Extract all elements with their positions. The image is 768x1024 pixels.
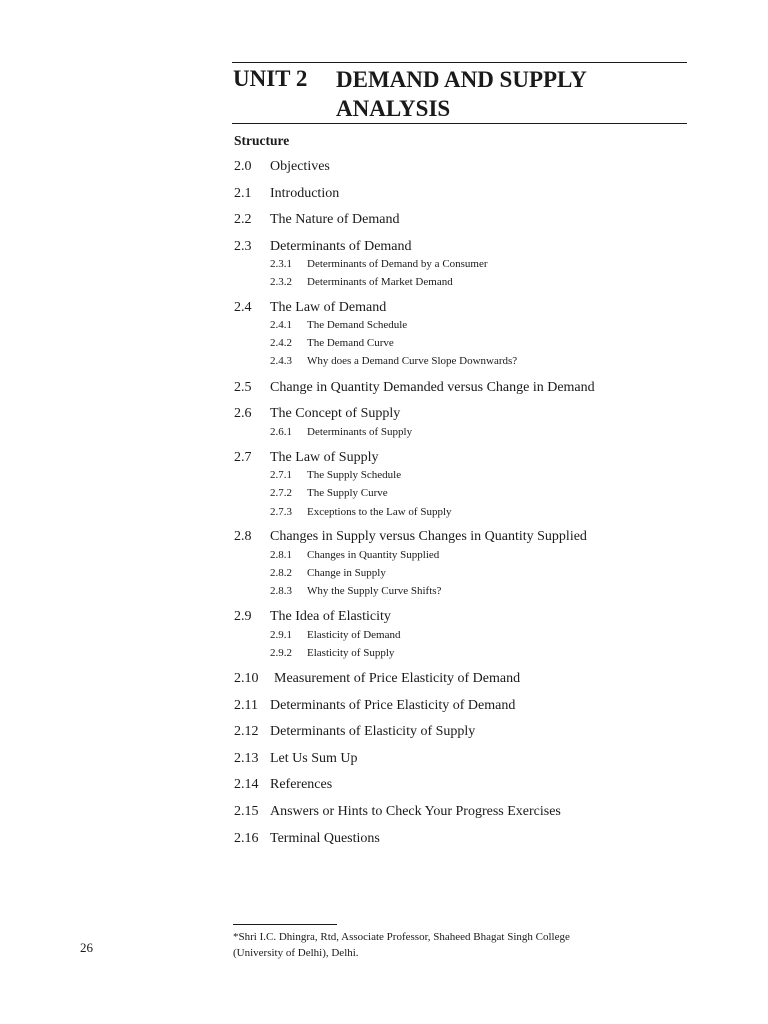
toc-subitem-number: 2.7.1 [270, 469, 292, 481]
toc-subitem-number: 2.8.1 [270, 549, 292, 561]
toc-subitem [270, 355, 517, 367]
toc-item-title: Change in Quantity Demanded versus Change in Demand [270, 380, 595, 395]
toc-item-title: Answers or Hints to Check Your Progress Exercises [270, 804, 561, 819]
toc-item [234, 724, 475, 740]
toc-item [234, 406, 400, 422]
toc-item [234, 300, 386, 316]
toc-item [234, 671, 520, 687]
toc-item-title: The Law of Demand [270, 300, 387, 315]
toc-subitem-number: 2.9.1 [270, 629, 292, 641]
toc-item-number: 2.5 [234, 380, 252, 395]
toc-subitem-title: Determinants of Supply [307, 426, 413, 438]
toc-subitem-number: 2.8.3 [270, 585, 292, 597]
toc-subitem-number: 2.8.2 [270, 567, 292, 579]
toc-subitem-title: The Demand Curve [307, 337, 394, 349]
toc-subitem [270, 276, 453, 288]
toc-item [234, 212, 399, 228]
toc-item [234, 777, 332, 793]
toc-item [234, 450, 378, 466]
toc-item [234, 239, 412, 255]
toc-item-number: 2.0 [234, 159, 252, 174]
toc-item [234, 804, 561, 820]
toc-item-number: 2.11 [234, 698, 258, 713]
toc-subitem-number: 2.7.2 [270, 487, 292, 499]
toc-subitem-number: 2.3.2 [270, 276, 292, 288]
toc-subitem-title: Elasticity of Supply [307, 647, 395, 659]
toc-subitem-title: The Demand Schedule [307, 319, 408, 331]
toc-subitem-number: 2.6.1 [270, 426, 292, 438]
toc-subitem [270, 258, 488, 270]
toc-item-title: Changes in Supply versus Changes in Quantity Supplied [270, 529, 587, 544]
toc-item-number: 2.3 [234, 239, 252, 254]
toc-item [234, 186, 339, 202]
toc-item-number: 2.7 [234, 450, 252, 465]
toc-subitem-number: 2.3.1 [270, 258, 292, 270]
toc-item-title: The Idea of Elasticity [270, 609, 391, 624]
toc-subitem-title: Elasticity of Demand [307, 629, 401, 641]
toc-item-number: 2.8 [234, 529, 252, 544]
toc-subitem-number: 2.4.1 [270, 319, 292, 331]
top-rule [232, 62, 687, 63]
toc-subitem-number: 2.7.3 [270, 506, 292, 518]
toc-subitem [270, 426, 412, 438]
toc-item-title: Introduction [270, 186, 340, 201]
unit-title: DEMAND AND SUPPLY ANALYSIS [336, 67, 587, 121]
toc-item-title: Measurement of Price Elasticity of Demand [274, 671, 521, 686]
toc-subitem-number: 2.9.2 [270, 647, 292, 659]
toc-item-title: The Nature of Demand [270, 212, 400, 227]
toc-item-title: Determinants of Price Elasticity of Demand [270, 698, 516, 713]
toc-subitem [270, 647, 394, 659]
toc-item-title: Terminal Questions [270, 831, 380, 846]
toc-item-number: 2.1 [234, 186, 252, 201]
toc-subitem-title: Exceptions to the Law of Supply [307, 506, 452, 518]
toc-item-number: 2.12 [234, 724, 259, 739]
unit-label: UNIT 2 [233, 66, 308, 91]
toc-subitem-title: Why the Supply Curve Shifts? [307, 585, 442, 597]
toc-subitem [270, 487, 388, 499]
toc-subitem-title: The Supply Curve [307, 487, 388, 499]
toc-item-number: 2.9 [234, 609, 252, 624]
toc-subitem-number: 2.4.3 [270, 355, 292, 367]
toc-item-number: 2.2 [234, 212, 252, 227]
footnote: *Shri I.C. Dhingra, Rtd, Associate Professor, Shaheed Bhagat Singh College (University of Delhi), Delhi. [233, 931, 570, 959]
toc-item-number: 2.10 [234, 671, 259, 686]
toc-subitem [270, 629, 400, 641]
toc-item-title: Objectives [270, 159, 330, 174]
toc-item-number: 2.15 [234, 804, 259, 819]
toc-item-title: Determinants of Demand [270, 239, 412, 254]
toc-subitem [270, 549, 439, 561]
toc-subitem [270, 337, 394, 349]
toc-item [234, 751, 358, 767]
toc-item [234, 609, 391, 625]
toc-item-title: Determinants of Elasticity of Supply [270, 724, 476, 739]
footnote-rule [233, 924, 337, 925]
toc-item-title: References [270, 777, 333, 792]
toc-subitem-title: Changes in Quantity Supplied [307, 549, 440, 561]
toc-item-number: 2.13 [234, 751, 259, 766]
toc-item-number: 2.4 [234, 300, 252, 315]
toc-subitem [270, 469, 401, 481]
toc-subitem [270, 506, 452, 518]
toc-item-title: The Law of Supply [270, 450, 379, 465]
toc-item [234, 380, 595, 396]
toc-item [234, 159, 330, 175]
toc-item [234, 831, 380, 847]
toc-item-title: The Concept of Supply [270, 406, 401, 421]
toc-item-number: 2.14 [234, 777, 259, 792]
toc-subitem-title: Why does a Demand Curve Slope Downwards? [307, 355, 518, 367]
page-number: 26 [80, 940, 93, 955]
toc-subitem-title: The Supply Schedule [307, 469, 402, 481]
toc-item [234, 529, 587, 545]
toc-subitem-title: Change in Supply [307, 567, 386, 579]
toc-item-number: 2.16 [234, 831, 259, 846]
toc-subitem [270, 585, 441, 597]
toc-item [234, 698, 515, 714]
toc-subitem-number: 2.4.2 [270, 337, 292, 349]
toc-item-title: Let Us Sum Up [270, 751, 358, 766]
toc-subitem-title: Determinants of Market Demand [307, 276, 453, 288]
toc-subitem [270, 319, 407, 331]
toc-item-number: 2.6 [234, 406, 252, 421]
toc-subitem-title: Determinants of Demand by a Consumer [307, 258, 488, 270]
title-underline-rule [232, 123, 687, 124]
structure-heading: Structure [234, 133, 290, 148]
toc-subitem [270, 567, 386, 579]
